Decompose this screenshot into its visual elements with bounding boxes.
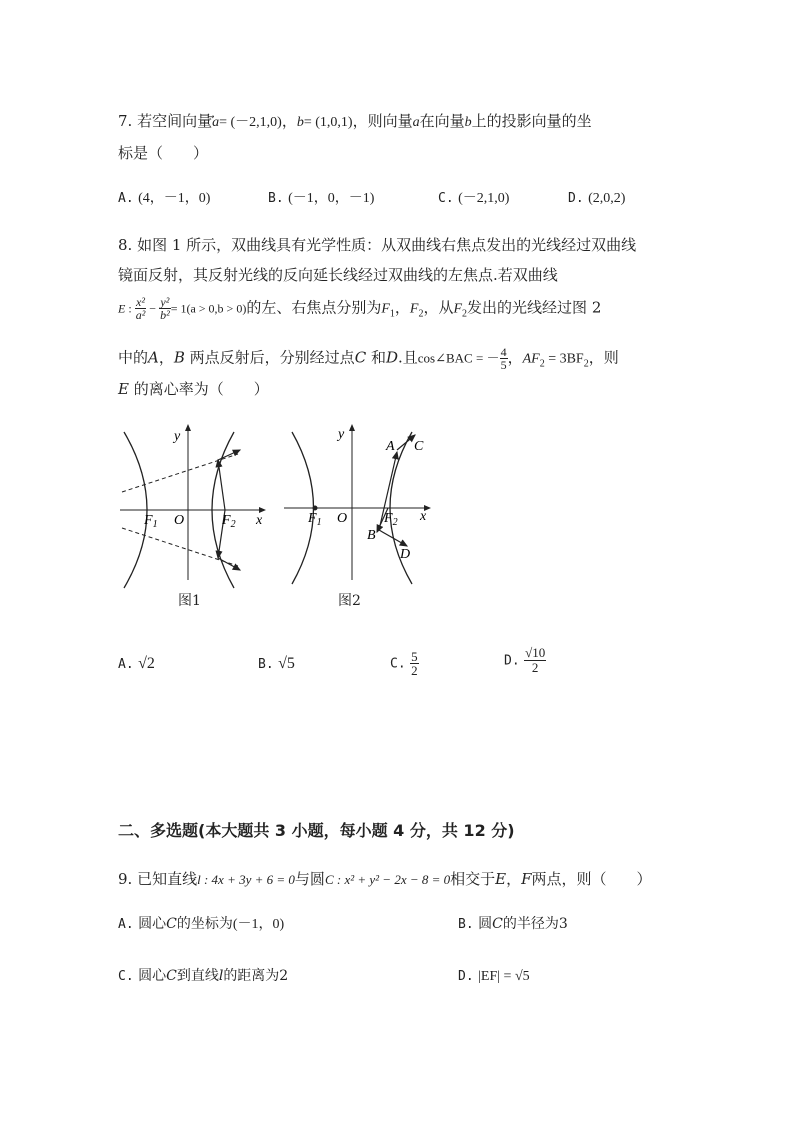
- reflected-ray-upper: [218, 450, 240, 460]
- q9-option-d[interactable]: D. |EF| = √5: [458, 969, 530, 984]
- q7-option-c[interactable]: C. (－2,1,0): [438, 191, 510, 206]
- frac-4-5: $\frac{4}{5}$: [500, 345, 507, 372]
- svg-text:C: C: [414, 439, 424, 454]
- frac-x2-a2: $\frac{\text{x²}}{\text{a²}}$: [135, 295, 146, 322]
- figure-1-caption: 图1: [178, 593, 201, 609]
- svg-text:x: x: [420, 509, 427, 524]
- svg-text:F1: $F_1$: [144, 513, 158, 530]
- svg-text:F2: $F_2$: [222, 513, 236, 530]
- svg-text:x: x: [256, 513, 263, 528]
- q7-option-b[interactable]: B. (－1，0，－1): [268, 191, 375, 206]
- q8-line4: 中的A，B 两点反射后，分别经过点C 和D.且cos∠BAC = － $\frac{4}{5}$ ，$AF_2 = 3BF_2$，则: [118, 345, 619, 372]
- svg-text:O: O: [174, 513, 185, 528]
- q7-line1: 7. 若空间向量a= (－2,1,0)，b= (1,0,1)，则向量a在向量b上的投影向量的坐: [118, 112, 592, 130]
- reflected-ray-AC: [397, 435, 415, 450]
- focus-f1-dot: [313, 506, 318, 511]
- q8-option-b[interactable]: B. √5: [258, 655, 295, 672]
- figure-2-caption: 图2: [338, 593, 361, 609]
- figure-1: [110, 420, 270, 590]
- q9-option-c[interactable]: C. 圆心C到直线l的距离为2: [118, 968, 289, 984]
- q8-option-a[interactable]: A. √2: [118, 655, 155, 672]
- q8-line3: E : $\frac{\text{x²}}{\text{a²}}$ − $\frac{\text{y²}}{\text{b²}}$ = 1(a > 0,b > 0)的左、右焦点分别为$F_1$，$F_2$，从$F_2$发出的光线经过图 2: [118, 295, 602, 322]
- svg-text:y: y: [338, 427, 345, 442]
- q7-option-d[interactable]: D. (2,0,2): [568, 191, 626, 206]
- vector-a: a: [212, 115, 220, 130]
- vector-b: b: [296, 115, 304, 130]
- q7-line2: 标是（ ）: [118, 144, 209, 162]
- svg-text:F1: $F_1$: [308, 511, 322, 528]
- q9-option-b[interactable]: B. 圆C的半径为3: [458, 916, 568, 932]
- q8-option-c[interactable]: C. $\frac{5}{2}$: [390, 649, 418, 678]
- q8-option-d[interactable]: D. $\frac{√10}{2}$: [504, 645, 546, 675]
- q8-line1: 8. 如图 1 所示，双曲线具有光学性质：从双曲线右焦点发出的光线经过双曲线: [118, 236, 637, 254]
- frac-y2-b2: $\frac{\text{y²}}{\text{b²}}$: [160, 295, 170, 322]
- svg-text:A: A: [386, 439, 395, 454]
- reflected-ray-lower: [218, 558, 240, 570]
- reflected-ray-BD: [379, 530, 407, 546]
- svg-text:y: y: [174, 429, 181, 444]
- q9-option-a[interactable]: A. 圆心C的坐标为(－1，0): [118, 916, 285, 932]
- q9-line1: 9. 已知直线l : 4x + 3y + 6 = 0与圆C : x² + y² − 2x − 8 = 0相交于E，F两点，则（ ）: [118, 870, 652, 888]
- ray-to-upper: [218, 460, 225, 510]
- svg-text:F2: $F_2$: [384, 511, 398, 528]
- svg-text:O: O: [337, 511, 348, 526]
- q8-line5: E 的离心率为（ ）: [118, 380, 269, 398]
- section-heading-multiple-choice: 二、多选题(本大题共 3 小题，每小题 4 分，共 12 分): [118, 821, 515, 840]
- figure-2: [280, 420, 440, 590]
- q7-option-a[interactable]: A. (4，－1，0): [118, 191, 211, 206]
- q7-number: 7.: [118, 112, 133, 130]
- svg-text:D: D: [400, 547, 411, 562]
- q8-line2: 镜面反射，其反射光线的反向延长线经过双曲线的左焦点.若双曲线: [118, 266, 558, 284]
- svg-text:B: B: [367, 528, 376, 543]
